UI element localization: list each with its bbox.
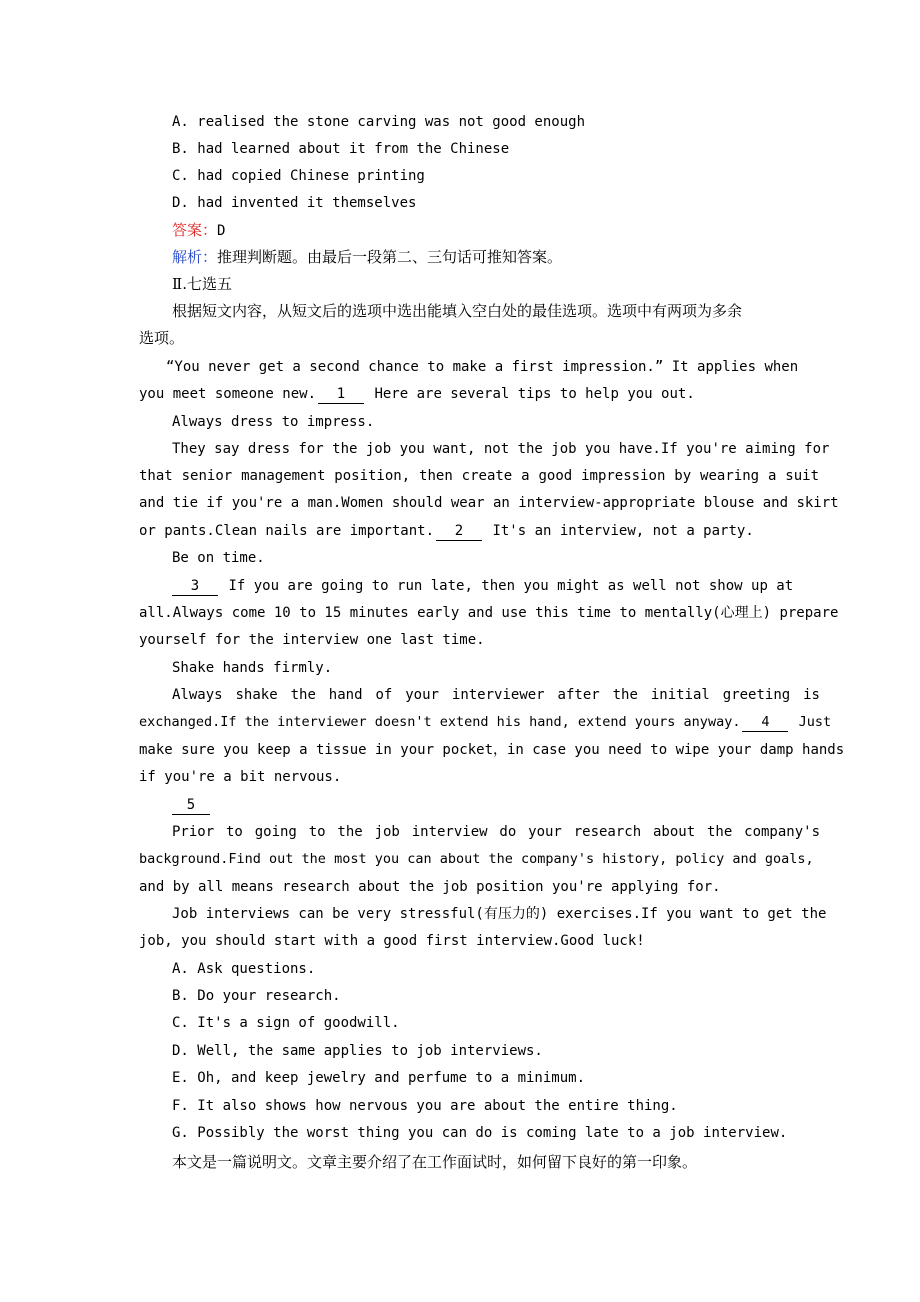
passage-line: or pants.Clean nails are important. 2 It's an interview, not a party. bbox=[139, 523, 754, 539]
answer-label: 答案： bbox=[172, 221, 218, 239]
passage-line: and by all means research about the job position you're applying for. bbox=[139, 879, 721, 895]
instruction-line-2: 选项。 bbox=[139, 329, 185, 347]
passage-line: Prior to going to the job interview do your research about the company's bbox=[172, 824, 820, 840]
passage-line: background.Find out the most you can about the company's history, policy and goals, bbox=[139, 851, 814, 867]
option-d: D. had invented it themselves bbox=[172, 195, 417, 211]
passage-line: and tie if you're a man.Women should wear an interview-appropriate blouse and skirt bbox=[139, 495, 839, 511]
instruction-line-1: 根据短文内容，从短文后的选项中选出能填入空白处的最佳选项。选项中有两项为多余 bbox=[172, 302, 743, 320]
passage-line: job, you should start with a good first interview.Good luck! bbox=[139, 933, 645, 949]
passage-line: all.Always come 10 to 15 minutes early and use this time to mentally(心理上) prepare bbox=[139, 605, 839, 621]
choice-f: F. It also shows how nervous you are about the entire thing. bbox=[172, 1098, 678, 1114]
choice-b: B. Do your research. bbox=[172, 988, 341, 1004]
choice-e: E. Oh, and keep jewelry and perfume to a minimum. bbox=[172, 1070, 586, 1086]
passage-line: yourself for the interview one last time. bbox=[139, 632, 485, 648]
answer-line bbox=[172, 217, 820, 244]
subheading-time: Be on time. bbox=[172, 550, 265, 566]
analysis-label: 解析： bbox=[172, 248, 218, 266]
passage-line: 3 If you are going to run late, then you might as well not show up at bbox=[172, 573, 820, 600]
analysis-line bbox=[172, 244, 820, 271]
passage-line: They say dress for the job you want, not the job you have.If you're aiming for bbox=[172, 441, 830, 457]
passage-line: exchanged.If the interviewer doesn't extend his hand, extend yours anyway. 4 Just bbox=[139, 714, 832, 730]
subheading-dress: Always dress to impress. bbox=[172, 414, 375, 430]
option-c: C. had copied Chinese printing bbox=[172, 168, 425, 184]
choice-g: G. Possibly the worst thing you can do is coming late to a job interview. bbox=[172, 1125, 788, 1141]
passage-line: you meet someone new. 1 Here are several tips to help you out. bbox=[139, 386, 695, 402]
blank-5: 5 bbox=[172, 797, 210, 815]
passage-line: that senior management position, then create a good impression by wearing a suit bbox=[139, 468, 819, 484]
analysis-text: 推理判断题。由最后一段第二、三句话可推知答案。 bbox=[217, 248, 563, 266]
passage-line: if you're a bit nervous. bbox=[139, 769, 342, 785]
subheading-hands: Shake hands firmly. bbox=[172, 660, 333, 676]
passage-line: “You never get a second chance to make a first impression.” It applies when bbox=[166, 359, 799, 375]
answer-value: D bbox=[217, 223, 226, 239]
summary: 本文是一篇说明文。文章主要介绍了在工作面试时，如何留下良好的第一印象。 bbox=[172, 1153, 698, 1171]
blank-2: 2 bbox=[436, 523, 482, 541]
choice-a: A. Ask questions. bbox=[172, 961, 316, 977]
passage-line: Job interviews can be very stressful(有压力的) exercises.If you want to get the bbox=[172, 906, 827, 922]
option-a: A. realised the stone carving was not good enough bbox=[172, 114, 586, 130]
passage-line: Always shake the hand of your interviewer after the initial greeting is bbox=[172, 687, 820, 703]
choice-d: D. Well, the same applies to job interviews. bbox=[172, 1043, 543, 1059]
choice-c: C. It's a sign of goodwill. bbox=[172, 1015, 400, 1031]
blank-3: 3 bbox=[172, 578, 218, 596]
blank-5-line bbox=[172, 792, 820, 819]
blank-4: 4 bbox=[742, 714, 788, 732]
passage-line: make sure you keep a tissue in your pocket，in case you need to wipe your damp hands bbox=[139, 742, 845, 758]
blank-1: 1 bbox=[318, 386, 364, 404]
section-title: Ⅱ.七选五 bbox=[172, 275, 232, 293]
option-b: B. had learned about it from the Chinese bbox=[172, 141, 510, 157]
